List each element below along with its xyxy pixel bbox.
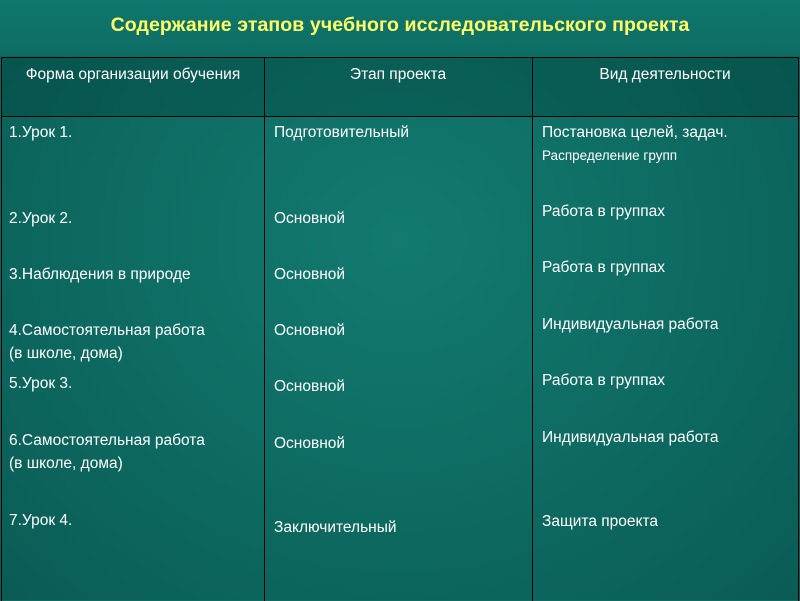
activity-cell: Постановка целей, задач. (542, 124, 728, 141)
stage-cell: Заключительный (274, 519, 397, 536)
stage-cell: Основной (274, 378, 346, 395)
slide-title: Содержание этапов учебного исследовательского проекта (110, 14, 690, 36)
stage-cell: Основной (274, 210, 346, 227)
header-activity-type: Вид деятельности (599, 66, 731, 83)
title-band (0, 0, 800, 56)
form-cell: 2.Урок 2. (9, 210, 73, 227)
activity-cell: Индивидуальная работа (542, 316, 719, 333)
form-cell: 6.Самостоятельная работа (9, 432, 205, 449)
form-cell: 3.Наблюдения в природе (9, 266, 191, 283)
activity-cell: Индивидуальная работа (542, 429, 719, 446)
stage-cell: Основной (274, 435, 346, 452)
activity-cell-note: Распределение групп (542, 148, 678, 163)
form-cell-continued: (в школе, дома) (9, 345, 123, 362)
project-stages-table (1, 57, 799, 601)
form-cell: 4.Самостоятельная работа (9, 322, 205, 339)
column-divider (532, 58, 533, 601)
header-project-stage: Этап проекта (349, 66, 447, 83)
form-cell: 7.Урок 4. (9, 512, 73, 529)
table-right-border (798, 58, 799, 601)
form-cell-continued: (в школе, дома) (9, 455, 123, 472)
header-form-of-teaching: Форма организации обучения (25, 66, 241, 83)
form-cell: 1.Урок 1. (9, 124, 73, 141)
column-divider (264, 58, 265, 601)
activity-cell: Работа в группах (542, 259, 666, 276)
stage-cell: Основной (274, 322, 346, 339)
activity-cell: Работа в группах (542, 203, 666, 220)
stage-cell: Подготовительный (274, 124, 410, 141)
form-cell: 5.Урок 3. (9, 375, 73, 392)
header-divider (2, 116, 799, 117)
activity-cell: Защита проекта (542, 513, 659, 530)
stage-cell: Основной (274, 266, 346, 283)
activity-cell: Работа в группах (542, 372, 666, 389)
